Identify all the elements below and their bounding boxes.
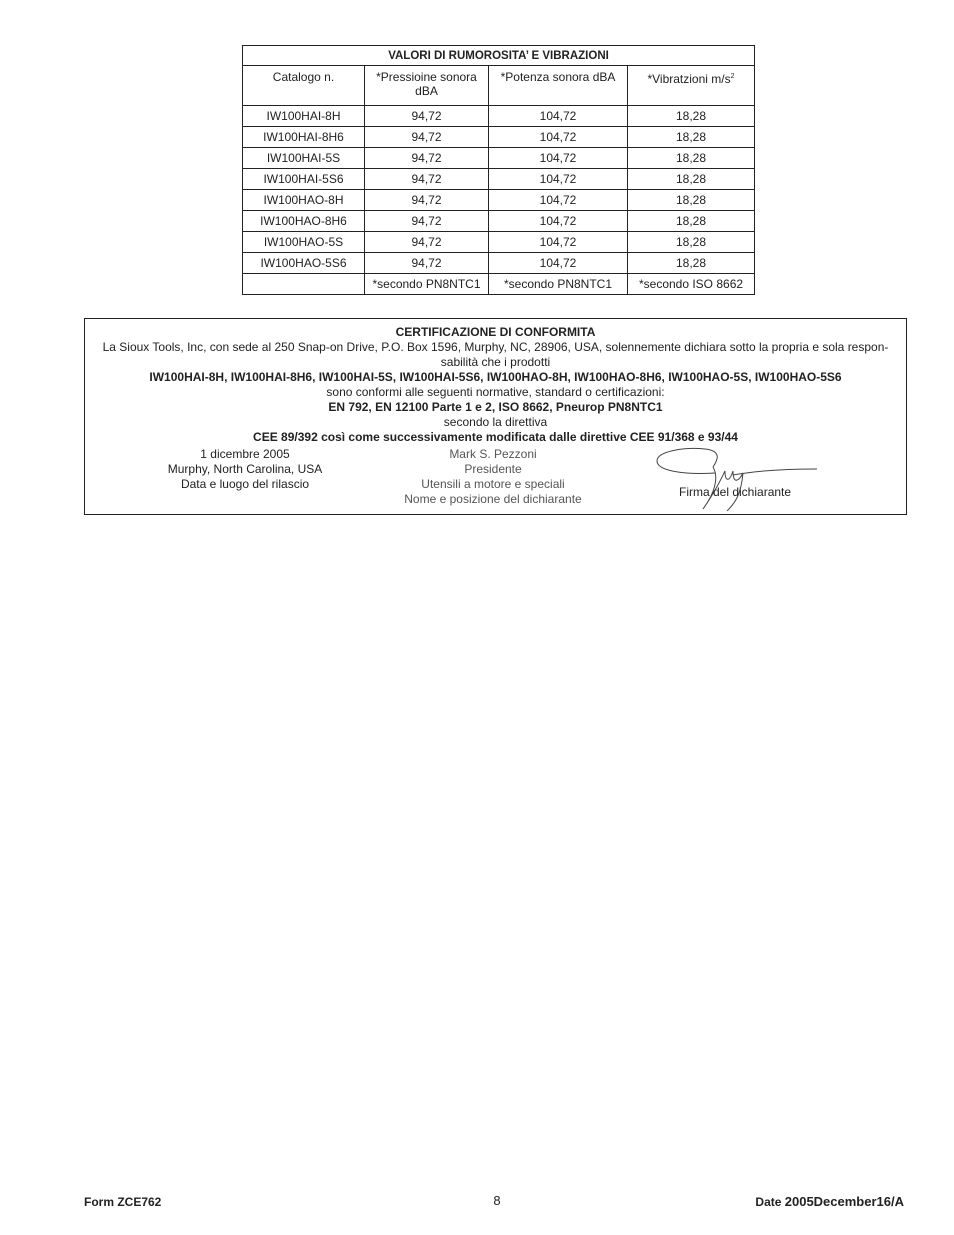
cell-power: 104,72 <box>489 190 628 211</box>
cell-pressure: 94,72 <box>365 253 489 274</box>
footer-date-value: 2005December16/A <box>784 1194 904 1209</box>
noise-vibration-table <box>242 45 755 295</box>
table-title: VALORI DI RUMOROSITA’ E VIBRAZIONI <box>243 46 755 66</box>
table-row <box>243 211 755 232</box>
page-number: 8 <box>493 1193 501 1208</box>
declarant-block <box>383 447 603 507</box>
cell-power: 104,72 <box>489 106 628 127</box>
table-row <box>243 253 755 274</box>
cert-statement-line1: La Sioux Tools, Inc, con sede al 250 Snap-on Drive, P.O. Box 1596, Murphy, NC, 28906, USA, solennemente dichiara sotto la propria e sola respon- <box>102 340 889 354</box>
header-vibration-text: *Vibratzioni m/s <box>647 72 731 86</box>
cell-vibration: 18,28 <box>628 148 755 169</box>
cell-pressure: 94,72 <box>365 169 489 190</box>
header-catalog: Catalogo n. <box>243 66 365 106</box>
cell-model: IW100HAI-5S <box>243 148 365 169</box>
cell-model: IW100HAI-5S6 <box>243 169 365 190</box>
issue-place: Murphy, North Carolina, USA <box>167 462 323 476</box>
cell-model: IW100HAO-8H <box>243 190 365 211</box>
cell-power: 104,72 <box>489 169 628 190</box>
header-pressure-line1: *Pressioine sonora <box>376 70 477 84</box>
cell-pressure: 94,72 <box>365 190 489 211</box>
header-pressure-line2: dBA <box>415 84 438 98</box>
header-vibration-sup: 2 <box>730 73 735 80</box>
issue-date: 1 dicembre 2005 <box>200 447 290 461</box>
footnote-pressure: *secondo PN8NTC1 <box>365 274 489 295</box>
declarant-name: Mark S. Pezzoni <box>449 447 537 461</box>
cell-vibration: 18,28 <box>628 190 755 211</box>
footnote-power: *secondo PN8NTC1 <box>489 274 628 295</box>
table-row <box>243 232 755 253</box>
cell-vibration: 18,28 <box>628 127 755 148</box>
cell-model: IW100HAI-8H <box>243 106 365 127</box>
cell-vibration: 18,28 <box>628 169 755 190</box>
footer-form: Form ZCE762 <box>84 1195 162 1209</box>
cell-model: IW100HAO-8H6 <box>243 211 365 232</box>
footer-date <box>755 1194 904 1209</box>
cell-pressure: 94,72 <box>365 148 489 169</box>
footnote-empty <box>243 274 365 295</box>
declarant-title: Presidente <box>464 462 522 476</box>
cert-directive: CEE 89/392 così come successivamente modificata dalle direttive CEE 91/368 e 93/44 <box>253 430 738 444</box>
header-vibration <box>628 66 755 106</box>
footer-date-prefix: Date <box>755 1195 785 1209</box>
declarant-label: Nome e posizione del dichiarante <box>404 492 582 506</box>
cell-vibration: 18,28 <box>628 253 755 274</box>
cell-pressure: 94,72 <box>365 232 489 253</box>
footnote-vibration: *secondo ISO 8662 <box>628 274 755 295</box>
table-row <box>243 106 755 127</box>
cell-vibration: 18,28 <box>628 211 755 232</box>
cell-power: 104,72 <box>489 232 628 253</box>
certification-box <box>84 318 907 515</box>
table-row <box>243 127 755 148</box>
table-row <box>243 190 755 211</box>
cert-statement-line2: sabilità che i prodotti <box>440 355 551 369</box>
header-pressure <box>365 66 489 106</box>
cert-standards: EN 792, EN 12100 Parte 1 e 2, ISO 8662, Pneurop PN8NTC1 <box>328 400 663 414</box>
cell-pressure: 94,72 <box>365 127 489 148</box>
declarant-division: Utensili a motore e speciali <box>421 477 565 491</box>
table-row <box>243 169 755 190</box>
header-power: *Potenza sonora dBA <box>489 66 628 106</box>
cell-model: IW100HAI-8H6 <box>243 127 365 148</box>
cell-vibration: 18,28 <box>628 106 755 127</box>
cert-conform-text: sono conformi alle seguenti normative, standard o certificazioni: <box>326 385 665 399</box>
cert-title: CERTIFICAZIONE DI CONFORMITA <box>395 325 596 339</box>
signature-icon <box>655 445 825 511</box>
issue-block <box>145 447 345 492</box>
cert-models: IW100HAI-8H, IW100HAI-8H6, IW100HAI-5S, IW100HAI-5S6, IW100HAO-8H, IW100HAO-8H6, IW100HAO-5S, IW100HAO-5S6 <box>149 370 842 384</box>
cell-power: 104,72 <box>489 253 628 274</box>
cell-model: IW100HAO-5S <box>243 232 365 253</box>
cert-directive-intro: secondo la direttiva <box>443 415 548 429</box>
cell-pressure: 94,72 <box>365 211 489 232</box>
signature-label: Firma del dichiarante <box>679 485 792 499</box>
cell-pressure: 94,72 <box>365 106 489 127</box>
cell-model: IW100HAO-5S6 <box>243 253 365 274</box>
cell-power: 104,72 <box>489 211 628 232</box>
issue-label: Data e luogo del rilascio <box>180 477 310 491</box>
cell-power: 104,72 <box>489 148 628 169</box>
table-body <box>243 106 755 274</box>
table-row <box>243 148 755 169</box>
cell-vibration: 18,28 <box>628 232 755 253</box>
cell-power: 104,72 <box>489 127 628 148</box>
